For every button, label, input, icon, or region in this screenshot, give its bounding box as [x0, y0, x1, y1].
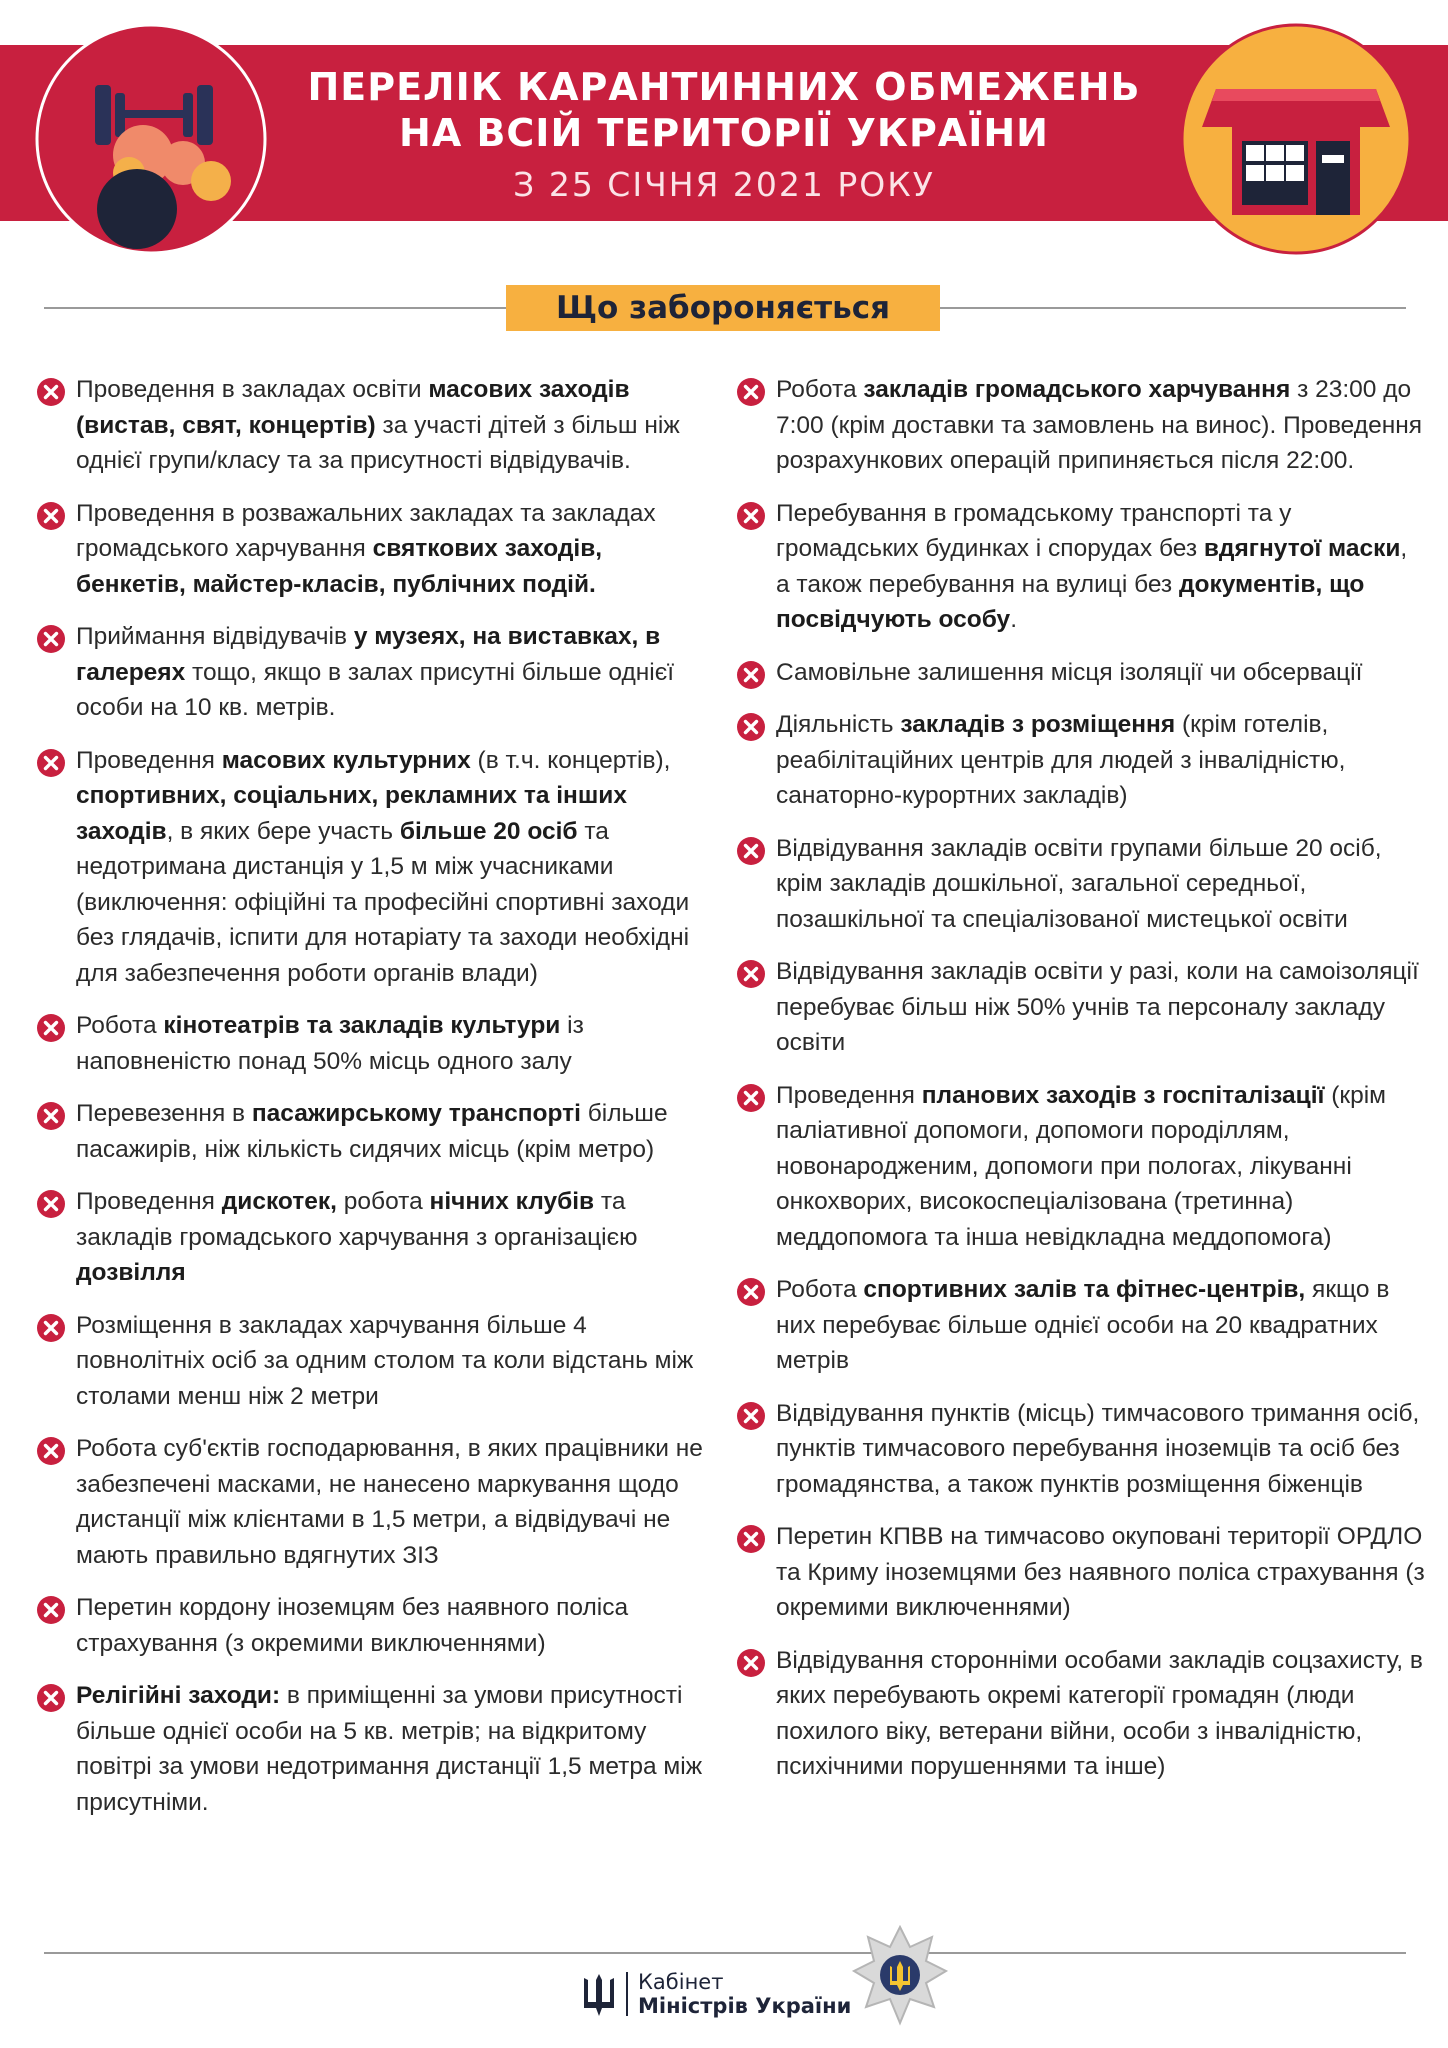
restriction-text-bold: більше 20 осіб [399, 817, 578, 845]
restriction-text: Проведення в закладах освіти [76, 376, 429, 403]
footer-org-line1: Кабінет [638, 1970, 724, 1994]
restriction-item [36, 1008, 716, 1079]
tryzub-icon [580, 1972, 618, 2018]
restriction-text-bold: у музеях, на виставках, в галереях [76, 623, 661, 686]
restriction-text: Робота [76, 1012, 164, 1039]
restriction-item [36, 743, 716, 992]
forbidden-x-icon [736, 712, 766, 742]
restriction-text: Проведення [76, 1188, 222, 1215]
title-line-2: НА ВСІЙ ТЕРИТОРІЇ УКРАЇНИ [399, 111, 1049, 155]
forbidden-x-icon [736, 501, 766, 531]
forbidden-x-icon [736, 660, 766, 690]
restriction-item [736, 831, 1426, 938]
restriction-text: Відвідування закладів освіти у разі, коли на самоізоляції перебуває більш ніж 50% учнів та персоналу закладу освіти [776, 958, 1419, 1056]
forbidden-x-icon [36, 1595, 66, 1625]
forbidden-x-icon [736, 1524, 766, 1554]
restriction-text-bold: Релігійні заходи: [76, 1682, 281, 1709]
forbidden-x-icon [736, 377, 766, 407]
restriction-text: , а також перебування на вулиці без [776, 535, 1408, 598]
page-title [0, 64, 1448, 156]
restriction-text: Самовільне залишення місця ізоляції чи обсервації [776, 658, 1363, 686]
restriction-text-bold: дозвілля [76, 1259, 186, 1286]
restriction-text: більше пасажирів, ніж кількість сидячих місць (крім метро) [76, 1100, 668, 1163]
restriction-text-bold: масових культурних [221, 746, 471, 774]
restriction-item [36, 372, 716, 479]
restriction-text-bold: дискотек, [221, 1188, 337, 1215]
restriction-text-bold: масових заходів (вистав, свят, концертів) [76, 376, 630, 439]
footer-logo [580, 1970, 880, 2020]
restriction-text-bold: пасажирському транспорті [251, 1100, 581, 1127]
restriction-text: та недотримана дистанція у 1,5 м між учасниками (виключення: офіційні та професійні спортивні заходи без глядачів, іспити для нотаріату та заходи необхідні для забезпечення роботи органів влади) [76, 817, 690, 987]
forbidden-x-icon [36, 1313, 66, 1343]
restriction-text: з 23:00 до 7:00 (крім доставки та замовлень на винос). Проведення розрахункових операцій припиняється після 22:00. [776, 376, 1423, 474]
right-column [736, 372, 1426, 1802]
restriction-text: Приймання відвідувачів [76, 623, 354, 650]
restriction-item [36, 1590, 716, 1661]
restriction-text: (в т.ч. концертів), [470, 746, 671, 774]
restriction-item [36, 1431, 716, 1573]
restriction-item [736, 707, 1426, 814]
police-emblem-icon [852, 1925, 948, 2035]
restriction-text: Діяльність [776, 711, 901, 738]
footer-divider [626, 1972, 628, 2016]
forbidden-x-icon [36, 1101, 66, 1131]
restriction-text-bold: вдягнутої маски [1203, 535, 1401, 562]
restriction-item [736, 1396, 1426, 1503]
forbidden-x-icon [736, 959, 766, 989]
restriction-text: Перетин КПВВ на тимчасово окуповані території ОРДЛО та Криму іноземцями без наявного поліса страхування (з окремими виключеннями) [776, 1523, 1425, 1621]
restriction-text-bold: закладів з розміщення [900, 711, 1176, 738]
restriction-text-bold: спортивних залів та фітнес-центрів, [863, 1276, 1306, 1303]
restriction-text: тощо, якщо в залах присутні більше однієї особи на 10 кв. метрів. [76, 658, 675, 721]
restriction-text: Робота [776, 1276, 864, 1303]
restriction-text: робота [336, 1188, 430, 1215]
page-subtitle: З 25 СІЧНЯ 2021 РОКУ [513, 165, 935, 204]
restriction-item [736, 1519, 1426, 1626]
restriction-text: Відвідування закладів освіти групами більше 20 осіб, крім закладів дошкільної, загальної середньої, позашкільної та спеціалізованої мистецької освіти [776, 834, 1382, 933]
restriction-item [36, 1308, 716, 1415]
restriction-text: Проведення [776, 1081, 922, 1109]
restriction-item [736, 954, 1426, 1061]
restriction-item [736, 496, 1426, 638]
forbidden-x-icon [36, 377, 66, 407]
forbidden-x-icon [36, 1683, 66, 1713]
restriction-text-bold: планових заходів з госпіталізації [921, 1081, 1325, 1109]
left-column [36, 372, 716, 1837]
restriction-item [736, 1272, 1426, 1379]
restriction-text-bold: святкових заходів, бенкетів, майстер-класів, публічних подій. [76, 535, 603, 598]
forbidden-x-icon [736, 1083, 766, 1113]
forbidden-x-icon [736, 1401, 766, 1431]
restriction-text-bold: кінотеатрів та закладів культури [163, 1012, 561, 1039]
restriction-text: Робота суб'єктів господарювання, в яких працівники не забезпечені масками, не нанесено маркування щодо дистанції між клієнтами в 1,5 метри, а відвідувачі не мають правильно вдягнутих ЗІЗ [76, 1435, 703, 1569]
forbidden-x-icon [36, 1013, 66, 1043]
divider-bottom [44, 1952, 1406, 1954]
restriction-text: Перетин кордону іноземцям без наявного поліса страхування (з окремими виключеннями) [76, 1594, 629, 1657]
restriction-item [36, 1678, 716, 1820]
restriction-text: Робота [776, 376, 864, 403]
restriction-text: Відвідування пунктів (місць) тимчасового тримання осіб, пунктів тимчасового перебування іноземців та осіб без громадянства, а також пунктів розміщення біженців [776, 1399, 1420, 1498]
restriction-item [736, 655, 1426, 691]
restriction-text-bold: нічних клубів [429, 1188, 595, 1215]
restriction-text: за участі дітей з більш ніж однієї групи/класу та за присутності відвідувачів. [76, 411, 680, 474]
restriction-item [36, 496, 716, 603]
forbidden-x-icon [36, 1189, 66, 1219]
forbidden-x-icon [736, 1648, 766, 1678]
restriction-text: Перебування в громадському транспорті та у громадських будинках і спорудах без [776, 499, 1292, 562]
restriction-text: та закладів громадського харчування з організацією [76, 1188, 638, 1251]
restriction-item [736, 372, 1426, 479]
forbidden-x-icon [36, 624, 66, 654]
restriction-text-bold: закладів громадського харчування [863, 376, 1291, 403]
restriction-text: , в яких бере участь [166, 817, 400, 845]
restriction-text: Розміщення в закладах харчування більше 4 повнолітніх осіб за одним столом та коли відстань між столами менш ніж 2 метри [76, 1311, 694, 1410]
forbidden-x-icon [36, 748, 66, 778]
forbidden-x-icon [36, 501, 66, 531]
restriction-text: (крім готелів, реабілітаційних центрів для людей з інвалідністю, санаторно-курортних закладів) [776, 711, 1346, 809]
restriction-text: Проведення [76, 746, 222, 774]
restriction-item [36, 1096, 716, 1167]
restriction-text: . [1010, 606, 1017, 633]
restriction-item [736, 1078, 1426, 1256]
restriction-text: Відвідування сторонніми особами закладів соцзахисту, в яких перебувають окремі категорії громадян (люди похилого віку, ветерани війни, особи з інвалідністю, психічними порушеннями та інше) [776, 1646, 1423, 1780]
restriction-item [736, 1643, 1426, 1785]
forbidden-x-icon [736, 836, 766, 866]
restriction-text-bold: спортивних, соціальних, рекламних та інших заходів [76, 782, 627, 845]
restriction-text: із наповненістю понад 50% місць одного залу [76, 1012, 584, 1075]
restriction-text: (крім паліативної допомоги, допомоги породіллям, новонародженим, допомоги при пологах, лікуванні онкохворих, високоспеціалізована (третинна) меддопомога та інша невідкладна меддопомога) [776, 1081, 1387, 1251]
restriction-text: в приміщенні за умови присутності більше однієї особи на 5 кв. метрів; на відкритому повітрі за умови недотримання дистанції 1,5 метра між присутніми. [76, 1682, 703, 1816]
restriction-text: якщо в них перебуває більше однієї особи на 20 квадратних метрів [776, 1276, 1390, 1374]
restriction-item [36, 1184, 716, 1291]
section-label: Що забороняється [506, 285, 940, 331]
restriction-text: Проведення в розважальних закладах та закладах громадського харчування [76, 499, 656, 562]
restriction-item [36, 619, 716, 726]
forbidden-x-icon [736, 1277, 766, 1307]
restriction-text-bold: документів, що посвідчують особу [776, 570, 1365, 633]
forbidden-x-icon [36, 1436, 66, 1466]
restriction-text: Перевезення в [76, 1100, 252, 1127]
title-line-1: ПЕРЕЛІК КАРАНТИННИХ ОБМЕЖЕНЬ [307, 65, 1141, 109]
footer-org-line2: Міністрів України [638, 1994, 852, 2018]
